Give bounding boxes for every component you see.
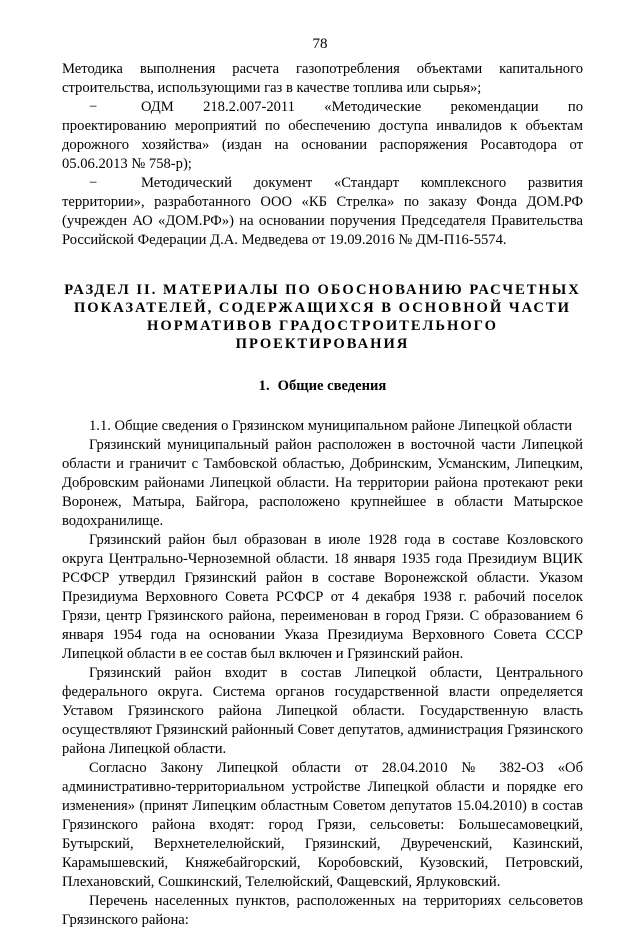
list-item-text: Методический документ «Стандарт комплексного развития территории», разработанного ООО «КБ Стрелка» по заказу Фонда ДОМ.РФ (учрежден АО «ДОМ.РФ») на основании поручения Председателя Правительства Российской Федерации Д.А. Медведева от 19.09.2016 № ДМ-П16-5574. — [62, 175, 583, 248]
body-paragraph: 1.1. Общие сведения о Грязинском муниципальном районе Липецкой области — [89, 418, 573, 434]
body-paragraph: Грязинский муниципальный район расположен в восточной части Липецкой области и граничит с Тамбовской областью, Добринским, Усманским, Липецким, Добровским районами Липецкой области. На территории района протекают реки Воронеж, Матыра, Байгора, расположено крупнейшее в области Матырское водохранилище. — [62, 437, 583, 529]
body-paragraph: Перечень населенных пунктов, расположенных на территориях сельсоветов Грязинского района: — [62, 893, 583, 928]
section-title: РАЗДЕЛ II. МАТЕРИАЛЫ ПО ОБОСНОВАНИЮ РАСЧЕТНЫХ ПОКАЗАТЕЛЕЙ, СОДЕРЖАЩИХСЯ В ОСНОВНОЙ ЧАСТИ НОРМАТИВОВ ГРАДОСТРОИТЕЛЬНОГО ПРОЕКТИРОВАНИЯ — [64, 282, 581, 352]
page-number: 78 — [312, 36, 328, 52]
body-paragraph: Согласно Закону Липецкой области от 28.04.2010 № 382-ОЗ «Об административно-территориальном устройстве Липецкой области и порядке его изменения» (принят Липецким областным Советом депутатов 15.04.2010) в состав Грязинского района входят: город Грязи, сельсоветы: Большесамовецкий, Бутырский, Верхнетелелюйский, Грязинский, Двуреченский, Казинский, Карамышевский, Княжебайгорский, Коробовский, Кузовский, Петровский, Плехановский, Сошкинский, Телелюйский, Фащевский, Ярлуковский. — [62, 760, 583, 890]
continuation-paragraph: Методика выполнения расчета газопотребления объектами капитального строительства, использующими газ в качестве топлива или сырья»; — [62, 61, 583, 96]
page-content — [62, 60, 583, 930]
subsection-number: 1. — [258, 378, 270, 394]
list-item-text: ОДМ 218.2.007-2011 «Методические рекомендации по проектированию мероприятий по обеспечению доступа инвалидов к объектам дорожного хозяйства» (издан на основании распоряжения Росавтодора от 05.06.2013 № 758-р); — [62, 99, 583, 172]
body-paragraph: Грязинский район входит в состав Липецкой области, Центрального федерального округа. Система органов государственной власти определяется Уставом Грязинского района Липецкой области. Государственную власть осуществляют Грязинский районный Совет депутатов, администрация Грязинского района Липецкой области. — [62, 665, 583, 757]
dash-bullet: − — [89, 99, 98, 115]
list-item — [62, 98, 583, 174]
dash-bullet: − — [89, 175, 98, 191]
spacer — [62, 395, 583, 417]
body-paragraph: Грязинский район был образован в июле 1928 года в составе Козловского округа Центрально-Черноземной области. 18 января 1935 года Президиум ВЦИК РСФСР утвердил Грязинский район в составе Воронежской области. Указом Президиума Верховного Совета РСФСР от 4 декабря 1938 г. рабочий поселок Грязи, центр Грязинского района, переименован в город Грязи. С образованием 6 января 1954 года на основании Указа Президиума Верховного Совета СССР Липецкой области в ее состав был включен и Грязинский район. — [62, 532, 583, 662]
list-item — [62, 174, 583, 250]
subsection-title — [62, 377, 583, 395]
subsection-title-text: Общие сведения — [277, 378, 387, 394]
